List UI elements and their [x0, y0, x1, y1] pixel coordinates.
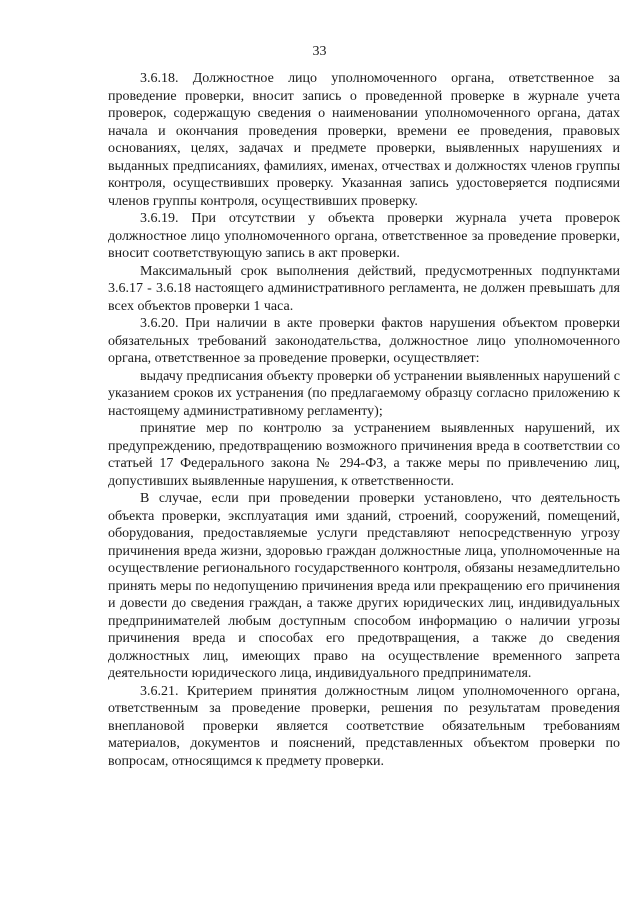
paragraph-immediate-threat: В случае, если при проведении проверки установлено, что деятельность объекта проверки, эксплуатация ими зданий, строений, сооружений, помещений, оборудования, предоставляемые услуги представляют непосредственную угрозу причинения вреда жизни, здоровью граждан должностные лица, уполномоченные на осуществление регионального государственного контроля, обязаны незамедлительно принять меры по недопущению причинения вреда или прекращению его причинения и довести до сведения граждан, а также других юридических лиц, индивидуальных предпринимателей любым доступным способом информацию о наличии угрозы причинения вреда и способах его предотвращения, а также до сведения должностных лиц, имеющих право на осуществление временного запрета деятельности юридического лица, индивидуального предпринимателя.	[108, 491, 620, 681]
paragraph-issue-prescription: выдачу предписания объекту проверки об устранении выявленных нарушений с указанием сроков их устранения (по предлагаемому образцу согласно приложению к настоящему административному регламенту);	[108, 368, 620, 419]
paragraph-3-6-18: 3.6.18. Должностное лицо уполномоченного органа, ответственное за проведение проверки, вносит запись о проведенной проверке в журнале учета проверок, содержащую сведения о наименовании уполномоченного органа, датах начала и окончания проведения проверки, времени ее проведения, правовых основаниях, целях, задачах и предмете проверки, выявленных нарушениях и выданных предписаниях, фамилиях, именах, отчествах и должностях членов группы контроля, осуществивших проверку. Указанная запись удостоверяется подписями членов группы контроля, осуществивших проверку.	[108, 71, 620, 209]
paragraph-max-duration: Максимальный срок выполнения действий, предусмотренных подпунктами 3.6.17 - 3.6.18 настоящего административного регламента, не должен превышать для всех объектов проверки 1 часа.	[108, 263, 620, 314]
page-number: 33	[312, 44, 327, 59]
paragraph-3-6-19: 3.6.19. При отсутствии у объекта проверки журнала учета проверок должностное лицо уполномоченного органа, ответственное за проведение проверки, вносит соответствующую запись в акт проверки.	[108, 211, 620, 261]
paragraph-3-6-21: 3.6.21. Критерием принятия должностным лицом уполномоченного органа, ответственным за проведение проверки, решения по результатам проведения внеплановой проверки является соответствие обязательным требованиям материалов, документов и пояснений, представленных объектом проверки по вопросам, относящимся к предмету проверки.	[108, 683, 620, 769]
paragraph-3-6-20: 3.6.20. При наличии в акте проверки фактов нарушения объектом проверки обязательных требований законодательства, должностное лицо уполномоченного органа, ответственное за проведение проверки, осуществляет:	[108, 316, 620, 366]
document-body	[108, 70, 620, 770]
paragraph-control-measures: принятие мер по контролю за устранением выявленных нарушений, их предупреждению, предотвращению возможного причинения вреда в соответствии со статьей 17 Федерального закона № 294-ФЗ, а также меры по привлечению лиц, допустивших выявленные нарушения, к ответственности.	[108, 421, 620, 489]
